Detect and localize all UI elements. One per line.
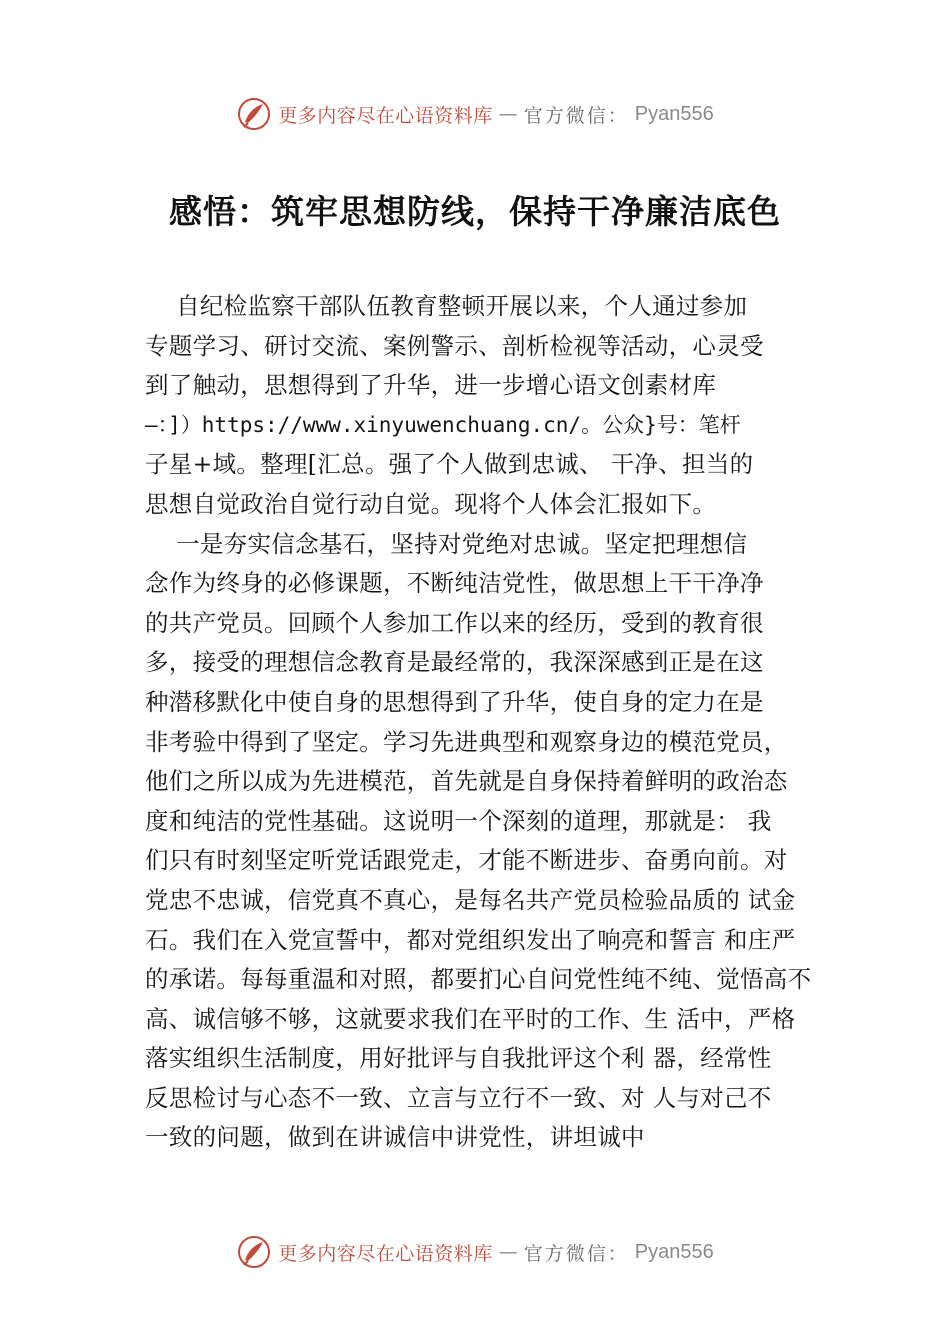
body-line: 度和纯洁的党性基础。这说明一个深刻的道理，那就是： 我 bbox=[145, 806, 772, 835]
banner-dash: — bbox=[498, 103, 518, 125]
document-title: 感悟：筑牢思想防线，保持干净廉洁底色 bbox=[169, 192, 781, 231]
body-line: 一致的问题，做到在讲诚信中讲党性，讲坦诚中 bbox=[145, 1123, 645, 1152]
banner-wechat-id: Pyan556 bbox=[634, 102, 714, 125]
body-line: 一是夯实信念基石，坚持对党绝对忠诚。坚定把理想信 bbox=[145, 529, 748, 558]
footer-banner bbox=[0, 1232, 950, 1272]
body-line: 石。我们在入党宣誓中，都对党组织发出了响亮和誓言 和庄严 bbox=[145, 925, 796, 954]
body-line: 到了触动，思想得到了升华，进一步增心语文创素材库 bbox=[145, 371, 717, 400]
pen-logo-icon bbox=[236, 96, 272, 132]
body-line: 反思检讨与心态不一致、立言与立行不一致、对 人与对己不 bbox=[145, 1083, 772, 1112]
document-body bbox=[145, 287, 835, 1158]
body-line: 们只有时刻坚定听党话跟党走，才能不断进步、奋勇向前。对 bbox=[145, 846, 788, 875]
banner-site-text: 更多内容尽在心语资料库 bbox=[278, 104, 493, 127]
body-line: 落实组织生活制度，用好批评与自我批评这个利 器，经常性 bbox=[145, 1044, 772, 1073]
banner-wechat-label: 官方微信： bbox=[523, 1242, 629, 1265]
body-line: 的共产党员。回顾个人参加工作以来的经历，受到的教育很 bbox=[145, 608, 764, 637]
body-line: 种潜移默化中使自身的思想得到了升华，使自身的定力在是 bbox=[145, 687, 764, 716]
body-line: 多，接受的理想信念教育是最经常的，我深深感到正是在这 bbox=[145, 648, 764, 677]
banner-site-text: 更多内容尽在心语资料库 bbox=[278, 1242, 493, 1265]
body-line: 自纪检监察干部队伍教育整顿开展以来，个人通过参加 bbox=[145, 292, 748, 320]
body-line: 高、诚信够不够，这就要求我们在平时的工作、生 活中，严格 bbox=[145, 1004, 796, 1033]
banner-wechat-id: Pyan556 bbox=[634, 1240, 714, 1263]
body-line-url: —：]）https://www.xinyuwenchuang.cn/。公众}号：笔杆 bbox=[145, 412, 741, 437]
header-banner bbox=[0, 94, 950, 134]
body-line: 的承诺。每每重温和对照，都要扪心自问党性纯不纯、觉悟高不 bbox=[145, 965, 812, 994]
body-line: 他们之所以成为先进模范，首先就是自身保持着鲜明的政治态 bbox=[145, 767, 788, 796]
pen-logo-icon bbox=[236, 1234, 272, 1270]
banner-wechat-label: 官方微信： bbox=[523, 104, 629, 127]
body-line: 思想自觉政治自觉行动自觉。现将个人体会汇报如下。 bbox=[145, 489, 717, 518]
body-line: 念作为终身的必修课题，不断纯洁党性，做思想上干干净净 bbox=[145, 569, 764, 598]
banner-dash: — bbox=[498, 1241, 518, 1263]
body-line: 专题学习、研讨交流、案例警示、剖析检视等活动，心灵受 bbox=[145, 331, 764, 360]
body-line: 子星+域。整理[汇总。强了个人做到忠诚、 干净、担当的 bbox=[145, 450, 754, 479]
body-line: 非考验中得到了坚定。学习先进典型和观察身边的模范党员， bbox=[145, 727, 788, 756]
body-line: 党忠不忠诚，信党真不真心，是每名共产党员检验品质的 试金 bbox=[145, 885, 796, 914]
